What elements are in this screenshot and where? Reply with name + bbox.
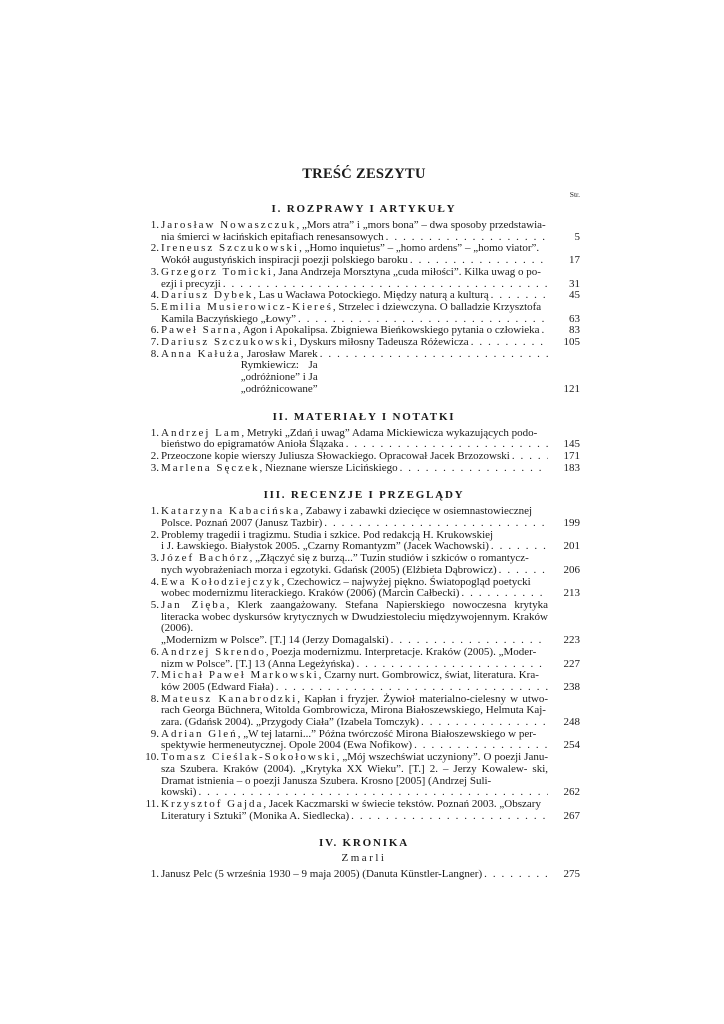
entry-text (161, 694, 548, 717)
entry-number: 1. (150, 868, 159, 881)
dot-leader (400, 463, 548, 475)
entry-author: Andrzej Skrendo (161, 645, 266, 658)
section-title: IV. KRONIKA (319, 837, 409, 850)
entry-title-lead: , Kapłan i fryzjer. Żywioł materialno-cielesny w utwo- rach Georga Büchnera, Witolda Gombrowicza, Mirona Białoszewskiego, Helmuta Kaj- (161, 692, 548, 717)
entry-author: Emilia Musierowicz-Kiereś (161, 300, 333, 313)
toc-entry (148, 243, 580, 266)
entry-page-number: 45 (569, 289, 580, 302)
entry-page-number: 31 (569, 277, 580, 290)
entry-page-number: 201 (563, 540, 580, 553)
toc-entry (148, 694, 580, 729)
toc-entry (148, 428, 580, 451)
entry-page-number: 254 (563, 739, 580, 752)
entry-title-end: Polsce. Poznań 2007 (Janusz Tazbir) (161, 517, 323, 530)
entry-text (161, 752, 548, 787)
entry-author: Ireneusz Szczukowski (161, 242, 300, 255)
entry-title-end: spektywie hermeneutycznej. Opole 2004 (Ewa Nofikow) (161, 739, 413, 752)
entry-number: 10. (145, 751, 159, 764)
section-materialy (148, 411, 580, 475)
entry-page-number: 267 (563, 809, 580, 822)
entry-author: Grzegorz Tomicki (161, 265, 273, 278)
section-title: II. MATERIAŁY I NOTATKI (272, 410, 456, 423)
entry-list (148, 869, 580, 881)
entry-author: Anna Kałuża (161, 347, 241, 360)
entry-author: Paweł Sarna (161, 324, 238, 337)
entry-list (145, 505, 580, 822)
entry-number: 1. (150, 219, 159, 231)
entry-title-lead: , Czarny nurt. Gombrowicz, świat, literatura. Kra- (318, 669, 539, 682)
entry-number: 7. (150, 336, 159, 349)
entry-author: Adrian Gleń (161, 727, 238, 740)
entry-title-end: nia śmierci w łacińskich epitafiach renesansowych (161, 230, 384, 243)
toc-entry (148, 463, 580, 475)
page-column-label: Str. (569, 190, 580, 199)
entry-title-end: ków 2005 (Edward Fiała) (161, 680, 274, 693)
entry-number: 2. (150, 449, 159, 462)
entry-page-number: 83 (569, 324, 580, 337)
entry-title-lead: , Czechowicz – najwyżej piękno. Światopogląd poetycki (281, 575, 531, 588)
entry-page-number: 213 (563, 587, 580, 600)
entry-title-end: zara. (Gdańsk 2004). „Przygody Ciała” (Izabela Tomczyk) (161, 716, 420, 729)
entry-title-end: i J. Ławskiego. Białystok 2005. „Czarny Romantyzm” (Jacek Wachowski) (161, 540, 489, 553)
entry-number: 1. (150, 426, 159, 439)
dot-leader (542, 325, 548, 337)
entry-last-line (161, 451, 548, 463)
entry-title-lead: , Jana Andrzeja Morsztyna „cuda miłości”. Kilka uwag o po- (272, 265, 541, 278)
entry-title-end: , Agon i Apokalipsa. Zbigniewa Bieńkowskiego pytania o człowieka (237, 324, 540, 337)
entry-title-lead: , „W tej latarni...” Późna twórczość Mirona Białoszewskiego w per- (237, 727, 537, 740)
dot-leader (351, 811, 548, 823)
entry-author: Józef Bachórz (161, 552, 250, 565)
toc-entry (148, 729, 580, 752)
entry-title-end: Wokół augustyńskich inspiracji poezji polskiego baroku (161, 254, 408, 267)
entry-number: 3. (150, 552, 159, 565)
entry-title-lead: , Strzelec i dziewczyna. O balladzie Krzysztofa (332, 300, 542, 313)
entry-author: Andrzej Lam (161, 426, 242, 439)
entry-title-lead: , Zabawy i zabawki dziecięce w osiemnastowiecznej (300, 505, 533, 518)
entry-author: Jarosław Nowaszczuk (161, 219, 297, 231)
table-of-contents (145, 166, 580, 881)
toc-entry (148, 302, 580, 325)
toc-entry (148, 577, 580, 600)
entry-number: 3. (150, 265, 159, 278)
entry-number: 3. (150, 461, 159, 474)
toc-entry (148, 670, 580, 693)
entry-page-number: 262 (563, 786, 580, 799)
entry-page-number: 63 (569, 312, 580, 325)
entry-title-end: , Las u Wacława Potockiego. Między naturą a kulturą (253, 289, 489, 302)
entry-title-lead: , „Złączyć się z burzą...” Tuzin studiów i szkiców o romantycz- (249, 552, 529, 565)
entry-title-lead: , Poezja modernizmu. Interpretacje. Kraków (2005). „Moder- (265, 645, 537, 658)
entry-number: 5. (150, 598, 159, 611)
entry-number: 6. (150, 324, 159, 337)
entry-page-number: 199 (563, 517, 580, 530)
toc-entry (148, 451, 580, 463)
toc-entry (148, 553, 580, 576)
page-title: TREŚĆ ZESZYTU (302, 166, 426, 182)
dot-leader (512, 451, 548, 463)
entry-title-end: Kamila Baczyńskiego „Łowy” (161, 312, 297, 325)
toc-entry (148, 647, 580, 670)
entry-number: 4. (150, 575, 159, 588)
toc-entry (148, 506, 580, 529)
entry-author: Jan Zięba (161, 598, 227, 611)
section-recenzje (145, 489, 580, 822)
entry-text (161, 799, 548, 811)
entry-list (148, 220, 580, 396)
entry-page-number: 183 (563, 461, 580, 474)
toc-entry (148, 267, 580, 290)
entry-number: 4. (150, 289, 159, 302)
entry-author: Katarzyna Kabacińska (161, 505, 301, 518)
entry-page-number: 171 (563, 449, 580, 462)
entry-number: 9. (150, 727, 159, 740)
entry-text (161, 220, 548, 232)
entry-page-number: 105 (563, 336, 580, 349)
entry-number: 7. (150, 669, 159, 682)
entry-page-number: 145 (563, 438, 580, 451)
toc-entry (145, 751, 580, 799)
entry-author: Dariusz Dybek (161, 289, 254, 302)
entry-title-end: wobec modernizmu literackiego. Kraków (2006) (Marcin Całbecki) (161, 587, 460, 600)
entry-last-line (161, 337, 548, 349)
dot-leader (320, 349, 548, 361)
entry-page-number: 275 (563, 868, 580, 881)
entry-number: 8. (150, 347, 159, 360)
entry-title-end: Literatury i Sztuki” (Monika A. Siedlecka) (161, 809, 350, 822)
entry-title-lead: , Klerk zaangażowany. Stefana Napierskiego nowoczesna krytyka literacka wobec dyskursów krytycznych w Dwudziestoleciu międzywojennym. Kraków (2006). (161, 598, 548, 635)
entry-title-end: , Nieznane wiersze Licińskiego (259, 461, 398, 474)
entry-author: Mateusz Kanabrodzki (161, 692, 298, 705)
entry-title-lead: , „Mors atra” i „mors bona” – dwa sposoby przedstawia- (296, 219, 546, 231)
toc-entry (148, 349, 580, 396)
entry-author: Tomasz Cieślak-Sokołowski (161, 751, 337, 764)
entry-text (161, 267, 548, 279)
toc-entry (148, 337, 580, 349)
entry-author: Ewa Kołodziejczyk (161, 575, 282, 588)
entry-title-end: ezji i precyzji (161, 277, 221, 290)
entry-text (161, 647, 548, 659)
entry-number: 5. (150, 300, 159, 313)
entry-title-end: , Dyskurs miłosny Tadeusza Różewicza (294, 336, 469, 349)
entry-page-number: 238 (563, 680, 580, 693)
entry-author: Dariusz Szczukowski (161, 336, 295, 349)
section-title: I. ROZPRAWY I ARTYKUŁY (271, 203, 457, 215)
entry-page-number: 248 (563, 716, 580, 729)
entry-title-lead: , „Homo inquietus” – „homo ardens” – „homo viator”. (299, 242, 540, 255)
entry-author: Marlena Sęczek (161, 461, 260, 474)
entry-page-number: 223 (563, 634, 580, 647)
entry-author: Krzysztof Gajda (161, 797, 264, 810)
entry-last-line (161, 869, 548, 881)
entry-list (148, 428, 580, 475)
entry-page-number: 121 (563, 382, 580, 395)
entry-page-number: 17 (569, 254, 580, 267)
entry-last-line (161, 811, 548, 823)
entry-title-end: Janusz Pelc (5 września 1930 – 9 maja 2005) (Danuta Künstler-Langner) (161, 868, 483, 881)
entry-page-number: 5 (574, 230, 580, 243)
entry-number: 2. (150, 528, 159, 541)
dot-leader (471, 337, 548, 349)
entry-title-end: nizm w Polsce”. [T.] 13 (Anna Legeżyńska) (161, 657, 355, 670)
entry-author: Michał Paweł Markowski (161, 669, 319, 682)
toc-entry (148, 869, 580, 881)
section-kronika (148, 837, 580, 881)
entry-title-lead: , „Mój wszechświat uczyniony”. O poezji Janu- sza Szubera. Kraków (2004). „Krytyka XX Wieku”. [T.] 2. – Jerzy Kowalew- ski, Dramat istnienia – o poezji Janusza Szubera. Krosno [2005] (Andrzej Suli- (161, 751, 548, 787)
entry-number: 1. (150, 505, 159, 518)
entry-title-end: bieństwo do epigramatów Anioła Ślązaka (161, 438, 344, 451)
entry-number: 2. (150, 242, 159, 255)
entry-last-line (161, 349, 548, 396)
entry-title-end: nych wyobrażeniach morza i egzotyki. Gdańsk (2005) (Elżbieta Dąbrowicz) (161, 563, 497, 576)
toc-entry (145, 797, 580, 822)
entry-number: 8. (150, 692, 159, 705)
section-subtitle: Zmarli (341, 852, 387, 865)
toc-entry (148, 220, 580, 243)
section-title: III. RECENZJE I PRZEGLĄDY (263, 489, 465, 502)
entry-text (161, 600, 548, 635)
toc-entry (148, 600, 580, 647)
section-rozprawy (148, 203, 580, 396)
entry-last-line (161, 463, 548, 475)
entry-title-end: , Jarosław Marek Rymkiewicz: Ja „odróżnione” i Ja „odróżnicowane” (240, 347, 318, 395)
entry-title-lead: , Jacek Kaczmarski w świecie tekstów. Poznań 2003. „Obszary (263, 797, 541, 810)
entry-number: 6. (150, 645, 159, 658)
entry-title-end: Przeoczone kopie wierszy Juliusza Słowackiego. Opracował Jacek Brzozowski (161, 449, 510, 462)
entry-title-end: „Modernizm w Polsce”. [T.] 14 (Jerzy Domagalski) (161, 634, 389, 647)
dot-leader (484, 869, 548, 881)
toc-entry (148, 530, 580, 553)
entry-title-lead: Problemy tragedii i tragizmu. Studia i szkice. Pod redakcją H. Krukowskiej (161, 528, 494, 541)
entry-title-end: kowski) (161, 786, 197, 799)
entry-number: 11. (145, 797, 159, 810)
entry-text (161, 302, 548, 314)
entry-page-number: 227 (563, 657, 580, 670)
entry-title-lead: , Metryki „Zdań i uwag” Adama Mickiewicza wykazujących podo- (241, 426, 538, 439)
entry-page-number: 206 (563, 563, 580, 576)
